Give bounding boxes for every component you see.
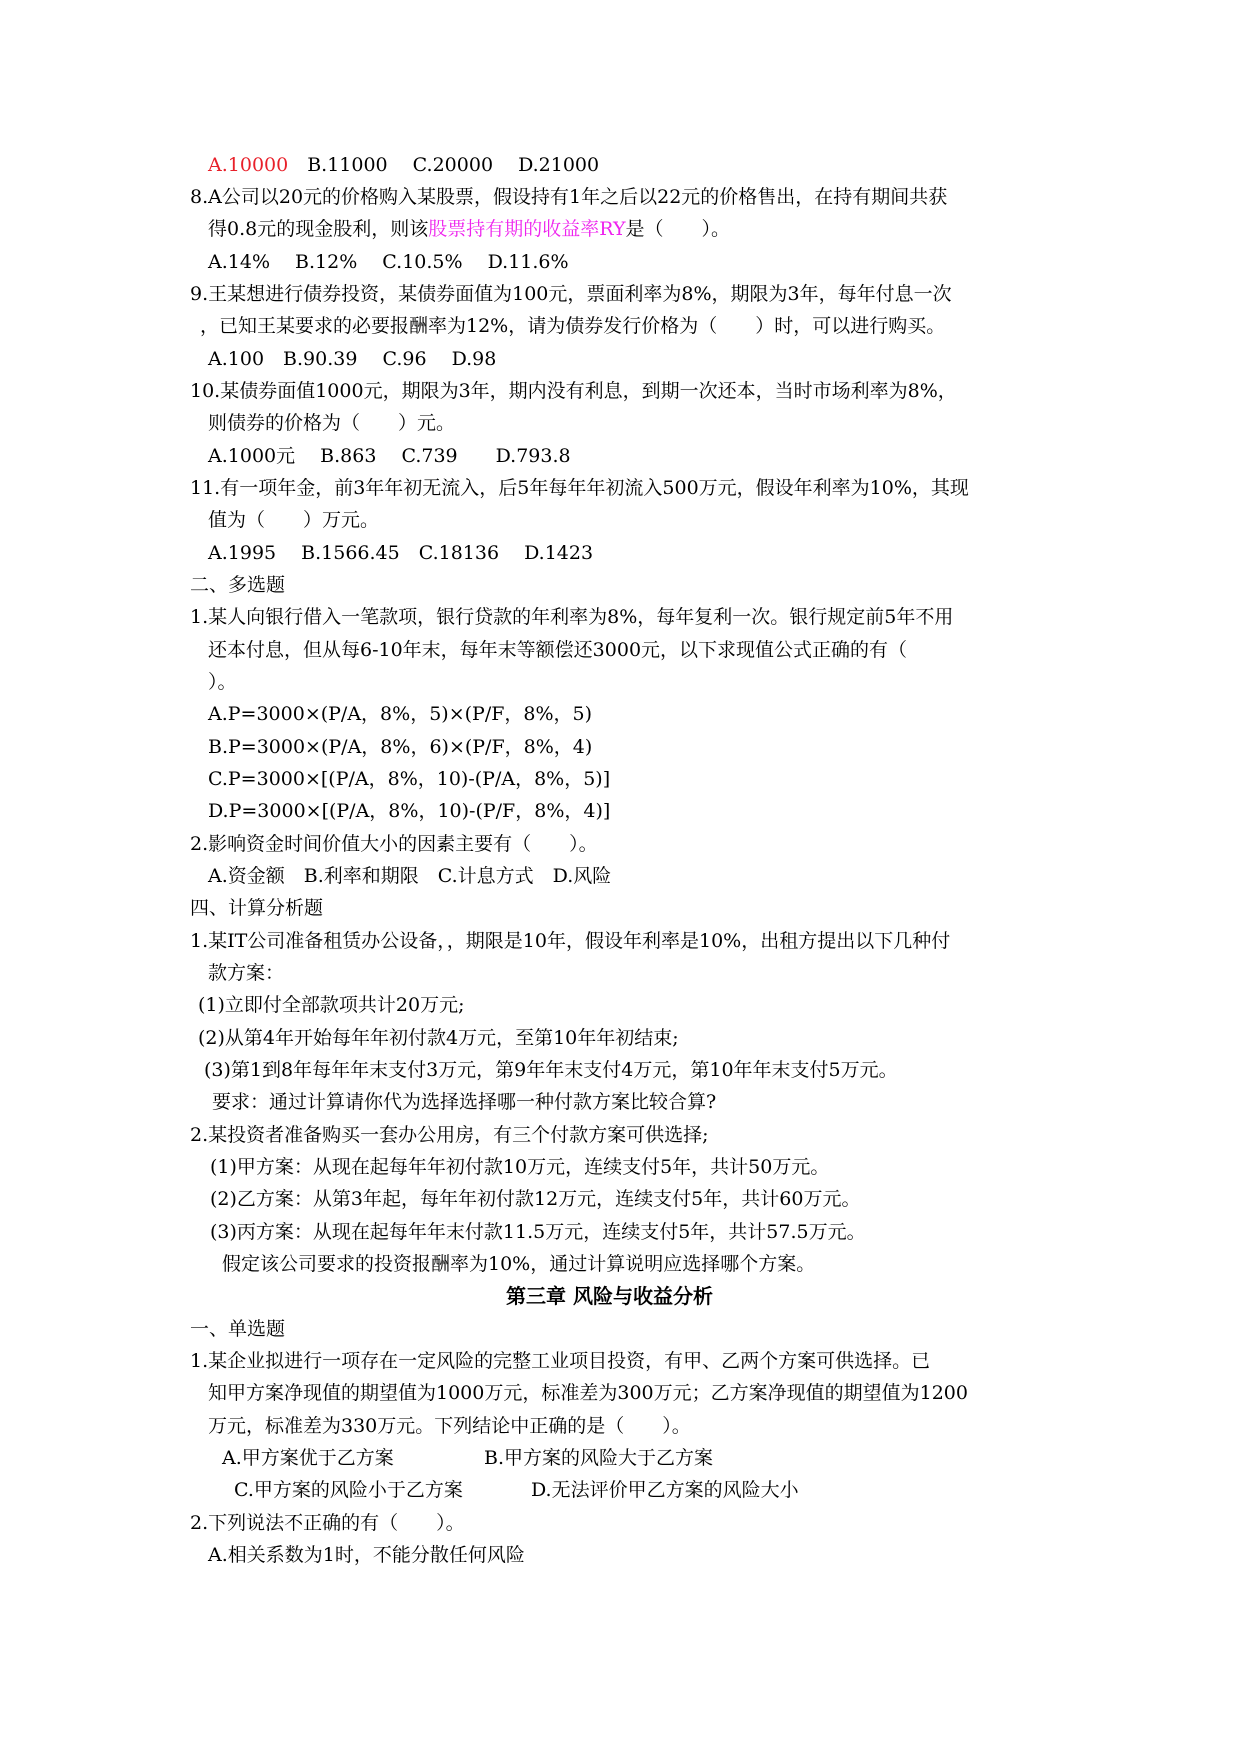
s1-line1: 1.某企业拟进行一项存在一定风险的完整工业项目投资，有甲、乙两个方案可供选择。已 <box>190 1350 931 1372</box>
s1-line3: 万元，标准差为330万元。下列结论中正确的是（ ）。 <box>208 1415 691 1437</box>
chapter-title: 第三章 风险与收益分析 <box>506 1284 713 1308</box>
m1-option-c: C.P=3000×[(P/A，8%，10)-(P/A，8%，5)] <box>208 768 611 790</box>
q10-options: A.1000元 B.863 C.739 D.793.8 <box>208 445 571 467</box>
c1-item3: (3)第1到8年每年年末支付3万元，第9年年末支付4万元，第10年年末支付5万元。 <box>204 1059 898 1081</box>
c1-line1: 1.某IT公司准备租赁办公设备，，期限是10年，假设年利率是10%，出租方提出以下几种付 <box>190 930 951 952</box>
q9-options: A.100 B.90.39 C.96 D.98 <box>208 348 497 370</box>
q11-line2: 值为（ ）万元。 <box>208 509 380 531</box>
c1-line2: 款方案： <box>208 962 285 984</box>
m1-line3: ）。 <box>208 671 237 693</box>
m1-option-b: B.P=3000×(P/A，8%，6)×(P/F，8%，4) <box>208 736 593 758</box>
s1-option-a: A.甲方案优于乙方案 <box>222 1447 394 1469</box>
m2-options: A.资金额 B.利率和期限 C.计息方式 D.风险 <box>208 865 612 887</box>
q8-highlighted-term: 股票持有期的收益率RY <box>428 218 626 240</box>
q8-line2-after: 是（ ）。 <box>625 218 730 240</box>
s1-option-c: C.甲方案的风险小于乙方案 <box>234 1479 463 1501</box>
q11-options: A.1995 B.1566.45 C.18136 D.1423 <box>208 542 594 564</box>
c1-item2: (2)从第4年开始每年年初付款4万元，至第10年年初结束; <box>198 1027 679 1049</box>
q8-line2-before: 得0.8元的现金股利，则该 <box>208 218 429 240</box>
section-single-choice: 一、单选题 <box>190 1318 286 1340</box>
s2-option-a: A.相关系数为1时，不能分散任何风险 <box>208 1544 525 1566</box>
s2-line1: 2.下列说法不正确的有（ ）。 <box>190 1512 465 1534</box>
c1-requirement: 要求：通过计算请你代为选择选择哪一种付款方案比较合算? <box>212 1091 717 1113</box>
q7-options <box>208 152 599 178</box>
q7-option-a: A.10000 <box>208 154 289 176</box>
q7-option-rest: B.11000 C.20000 D.21000 <box>288 154 600 176</box>
q11-line1: 11.有一项年金，前3年年初无流入，后5年每年年初流入500万元，假设年利率为10%，其现 <box>190 477 969 499</box>
q8-options: A.14% B.12% C.10.5% D.11.6% <box>208 251 569 273</box>
s1-line2: 知甲方案净现值的期望值为1000万元，标准差为300万元；乙方案净现值的期望值为1200 <box>208 1382 968 1404</box>
m1-option-d: D.P=3000×[(P/A，8%，10)-(P/F，8%，4)] <box>208 800 611 822</box>
m2-line1: 2.影响资金时间价值大小的因素主要有（ ）。 <box>190 833 598 855</box>
s1-option-b: B.甲方案的风险大于乙方案 <box>484 1447 714 1469</box>
m1-line2: 还本付息，但从每6-10年末，每年末等额偿还3000元，以下求现值公式正确的有（ <box>208 639 908 661</box>
c2-line1: 2.某投资者准备购买一套办公用房，有三个付款方案可供选择; <box>190 1124 709 1146</box>
c2-item2: (2)乙方案：从第3年起，每年年初付款12万元，连续支付5年，共计60万元。 <box>210 1188 861 1210</box>
m1-line1: 1.某人向银行借入一笔款项，银行贷款的年利率为8%，每年复利一次。银行规定前5年不用 <box>190 606 954 628</box>
s1-option-d: D.无法评价甲乙方案的风险大小 <box>531 1479 799 1501</box>
q9-line2: ，已知王某要求的必要报酬率为12%，请为债券发行价格为（ ）时，可以进行购买。 <box>200 315 946 337</box>
section-multi-choice: 二、多选题 <box>190 574 286 596</box>
q10-line1: 10.某债券面值1000元，期限为3年，期内没有利息，到期一次还本，当时市场利率为8%， <box>190 380 957 402</box>
q8-line1: 8.A公司以20元的价格购入某股票，假设持有1年之后以22元的价格售出，在持有期间共获 <box>190 186 948 208</box>
c2-item1: (1)甲方案：从现在起每年年初付款10万元，连续支付5年，共计50万元。 <box>210 1156 830 1178</box>
m1-option-a: A.P=3000×(P/A，8%，5)×(P/F，8%，5) <box>208 703 593 725</box>
c1-item1: (1)立即付全部款项共计20万元; <box>198 994 465 1016</box>
section-calculation: 四、计算分析题 <box>190 897 324 919</box>
c2-line-last: 假定该公司要求的投资报酬率为10%，通过计算说明应选择哪个方案。 <box>222 1253 816 1275</box>
q8-line2 <box>208 216 730 242</box>
q9-line1: 9.王某想进行债券投资，某债券面值为100元，票面利率为8%，期限为3年，每年付息一次 <box>190 283 952 305</box>
q10-line2: 则债券的价格为（ ）元。 <box>208 412 456 434</box>
c2-item3: (3)丙方案：从现在起每年年末付款11.5万元，连续支付5年，共计57.5万元。 <box>210 1221 866 1243</box>
